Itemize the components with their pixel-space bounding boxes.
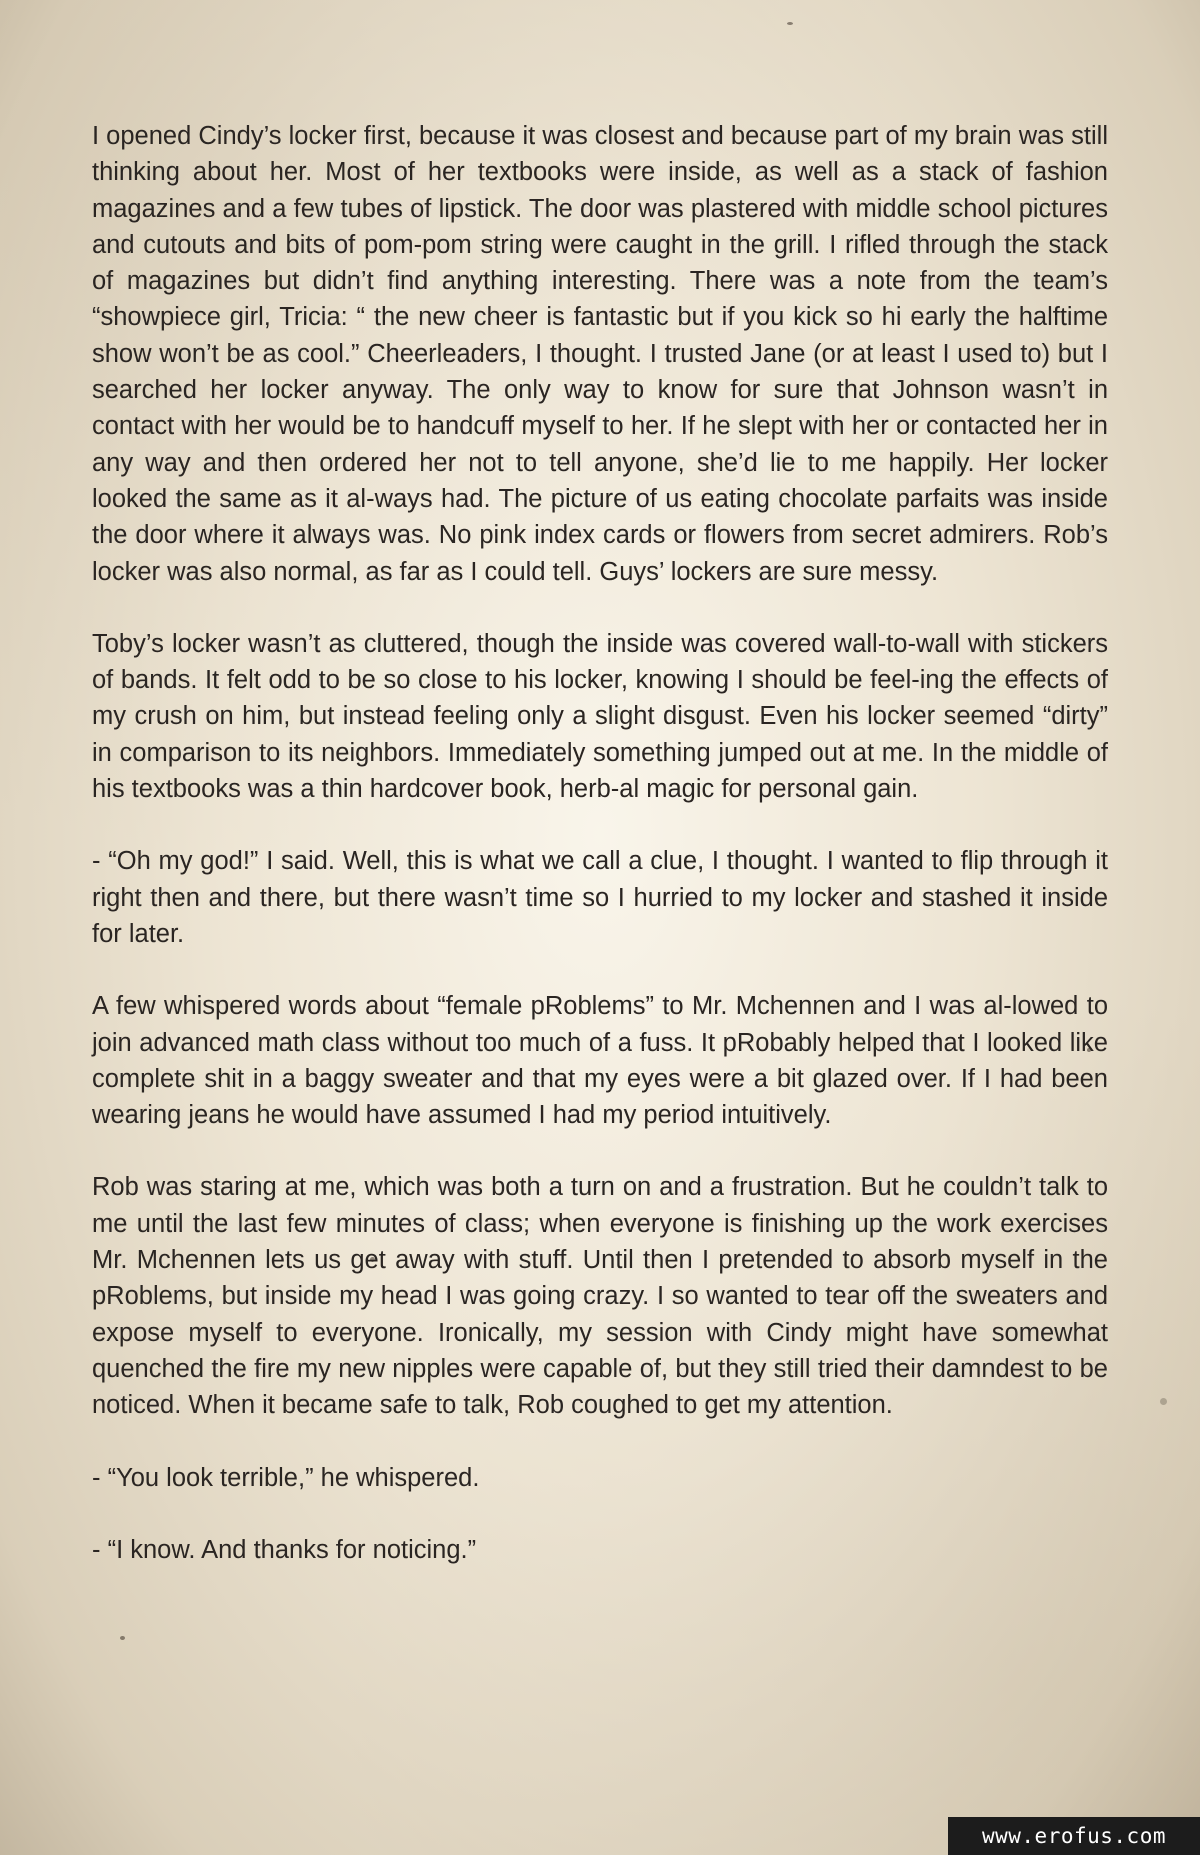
paper-speck: [1160, 1398, 1167, 1405]
page-text: [92, 118, 1108, 1568]
paragraph-math-class: A few whispered words about “female pRoblems” to Mr. Mchennen and I was al-lowed to join advanced math class without too much of a fuss. It pRobably helped that I looked like complete shit in a baggy sweater and that my eyes were a bit glazed over. If I had been wearing jeans he would have assumed I had my period intuitively.: [92, 992, 1108, 1130]
paragraph-lockers: I opened Cindy’s locker first, because it was closest and because part of my brain was still thinking about her. Most of her textbooks were inside, as well as a stack of fashion magazines and a few tubes of lipstick. The door was plastered with middle school pictures and cutouts and bits of pom-pom string were caught in the grill. I rifled through the stack of magazines but didn’t find anything interesting. There was a note from the team’s “showpiece girl, Tricia: “ the new cheer is fantastic but if you kick so hi early the halftime show won’t be as cool.” Cheerleaders, I thought. I trusted Jane (or at least I used to) but I searched her locker anyway. The only way to know for sure that Johnson wasn’t in contact with her would be to handcuff myself to her. If he slept with her or contacted her in any way and then ordered her not to tell anyone, she’d lie to me happily. Her locker looked the same as it al-ways had. The picture of us eating chocolate parfaits was inside the door where it always was. No pink index cards or flowers from secret admirers. Rob’s locker was also normal, as far as I could tell. Guys’ lockers are sure messy.: [92, 122, 1108, 586]
paragraph-rob-staring: Rob was staring at me, which was both a turn on and a frustration. But he couldn’t talk to me until the last few minutes of class; when everyone is finishing up the work exercises Mr. Mchennen lets us get away with stuff. Until then I pretended to absorb myself in the pRoblems, but inside my head I was going crazy. I so wanted to tear off the sweaters and expose myself to everyone. Ironically, my session with Cindy might have somewhat quenched the fire my new nipples were capable of, but they still tried their damndest to be noticed. When it became safe to talk, Rob coughed to get my attention.: [92, 1173, 1108, 1420]
paragraph-toby-locker: Toby’s locker wasn’t as cluttered, though the inside was covered wall-to-wall with stickers of bands. It felt odd to be so close to his locker, knowing I should be feel-ing the effects of my crush on him, but instead feeling only a slight disgust. Even his locker seemed “dirty” in comparison to its neighbors. Immediately something jumped out at me. In the middle of his textbooks was a thin hardcover book, herb-al magic for personal gain.: [92, 629, 1108, 804]
paper-speck: [787, 22, 793, 25]
watermark-label: www.erofus.com: [948, 1817, 1200, 1855]
dialogue-line: - “You look terrible,” he whispered.: [92, 1463, 480, 1492]
paragraph-clue: - “Oh my god!” I said. Well, this is what we call a clue, I thought. I wanted to flip through it right then and there, but there wasn’t time so I hurried to my locker and stashed it inside for later.: [92, 847, 1108, 948]
dialogue-line: - “I know. And thanks for noticing.”: [92, 1535, 477, 1564]
paper-speck: [120, 1636, 125, 1640]
